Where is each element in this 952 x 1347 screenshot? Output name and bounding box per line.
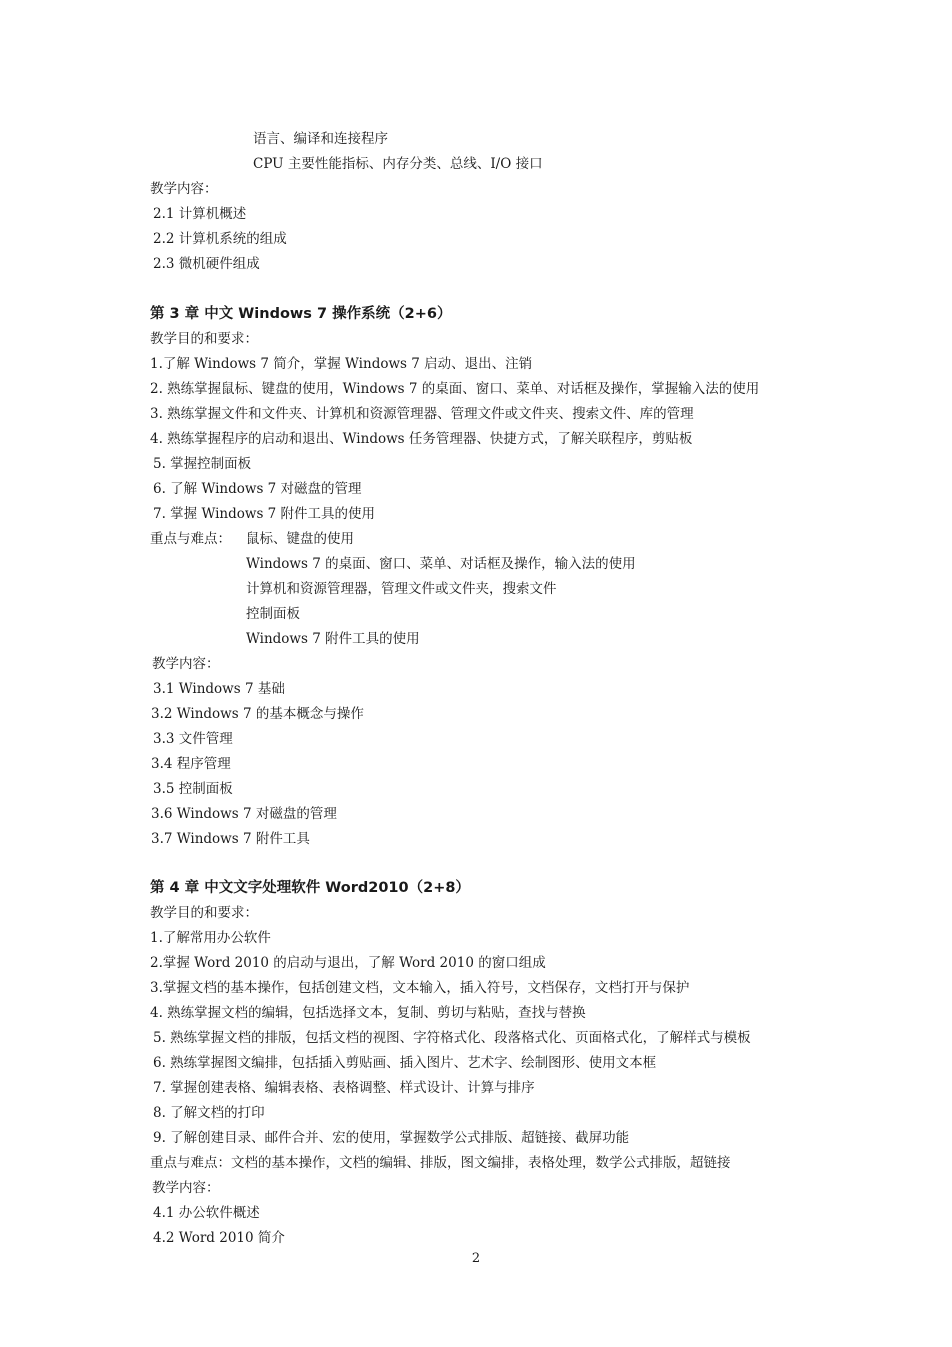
- goals-label: 教学目的和要求：: [150, 331, 258, 347]
- key-point-line: 鼠标、键盘的使用: [246, 531, 354, 547]
- goal-item: 2.掌握 Word 2010 的启动与退出，了解 Word 2010 的窗口组成: [150, 955, 546, 971]
- content-label: 教学内容：: [150, 181, 218, 197]
- content-item: 3.1 Windows 7 基础: [153, 681, 285, 697]
- content-label: 教学内容：: [152, 656, 220, 672]
- content-label: 教学内容：: [152, 1180, 220, 1196]
- content-item: 3.2 Windows 7 的基本概念与操作: [151, 706, 364, 722]
- key-point-line: CPU 主要性能指标、内存分类、总线、I/O 接口: [253, 156, 543, 172]
- content-item: 4.1 办公软件概述: [153, 1205, 260, 1221]
- key-point-line: Windows 7 附件工具的使用: [246, 631, 420, 647]
- key-point-line: 控制面板: [246, 606, 300, 622]
- goals-label: 教学目的和要求：: [150, 905, 258, 921]
- goal-item: 4. 熟练掌握程序的启动和退出、Windows 任务管理器、快捷方式，了解关联程序，剪贴板: [150, 431, 693, 447]
- goal-item: 7. 掌握 Windows 7 附件工具的使用: [153, 506, 376, 522]
- content-item: 3.4 程序管理: [151, 756, 231, 772]
- key-point-line: 计算机和资源管理器，管理文件或文件夹，搜索文件: [246, 581, 557, 597]
- chapter-3-title: 第 3 章 中文 Windows 7 操作系统（2+6）: [150, 306, 452, 322]
- content-item: 3.7 Windows 7 附件工具: [151, 831, 310, 847]
- key-point-line: Windows 7 的桌面、窗口、菜单、对话框及操作，输入法的使用: [246, 556, 636, 572]
- content-item: 3.5 控制面板: [153, 781, 233, 797]
- goal-item: 6. 了解 Windows 7 对磁盘的管理: [153, 481, 362, 497]
- goal-item: 5. 掌握控制面板: [153, 456, 252, 472]
- content-item: 2.2 计算机系统的组成: [153, 231, 287, 247]
- goal-item: 3. 熟练掌握文件和文件夹、计算机和资源管理器、管理文件或文件夹、搜索文件、库的管理: [150, 406, 694, 422]
- goal-item: 5. 熟练掌握文档的排版，包括文档的视图、字符格式化、段落格式化、页面格式化，了解样式与模板: [153, 1030, 751, 1046]
- goal-item: 7. 掌握创建表格、编辑表格、表格调整、样式设计、计算与排序: [153, 1080, 535, 1096]
- goal-item: 3.掌握文档的基本操作，包括创建文档，文本输入，插入符号，文档保存，文档打开与保护: [150, 980, 690, 996]
- key-point-line: 语言、编译和连接程序: [253, 131, 388, 147]
- chapter-4-title: 第 4 章 中文文字处理软件 Word2010（2+8）: [150, 880, 470, 896]
- page-number: 2: [471, 1251, 481, 1266]
- goal-item: 9. 了解创建目录、邮件合并、宏的使用，掌握数学公式排版、超链接、截屏功能: [153, 1130, 630, 1146]
- goal-item: 6. 熟练掌握图文编排，包括插入剪贴画、插入图片、艺术字、绘制图形、使用文本框: [153, 1055, 657, 1071]
- content-item: 3.3 文件管理: [153, 731, 233, 747]
- goal-item: 8. 了解文档的打印: [153, 1105, 265, 1121]
- key-points-label: 重点与难点：: [150, 531, 231, 547]
- key-points-line: 重点与难点：文档的基本操作，文档的编辑、排版，图文编排，表格处理，数学公式排版，超链接: [150, 1155, 731, 1171]
- goal-item: 1.了解常用办公软件: [150, 930, 271, 946]
- content-item: 4.2 Word 2010 简介: [153, 1230, 285, 1246]
- goal-item: 4. 熟练掌握文档的编辑，包括选择文本，复制、剪切与粘贴，查找与替换: [150, 1005, 586, 1021]
- goal-item: 2. 熟练掌握鼠标、键盘的使用，Windows 7 的桌面、窗口、菜单、对话框及操作，掌握输入法的使用: [150, 381, 760, 397]
- content-item: 3.6 Windows 7 对磁盘的管理: [151, 806, 337, 822]
- content-item: 2.1 计算机概述: [153, 206, 247, 222]
- content-item: 2.3 微机硬件组成: [153, 256, 260, 272]
- goal-item: 1.了解 Windows 7 简介，掌握 Windows 7 启动、退出、注销: [150, 356, 533, 372]
